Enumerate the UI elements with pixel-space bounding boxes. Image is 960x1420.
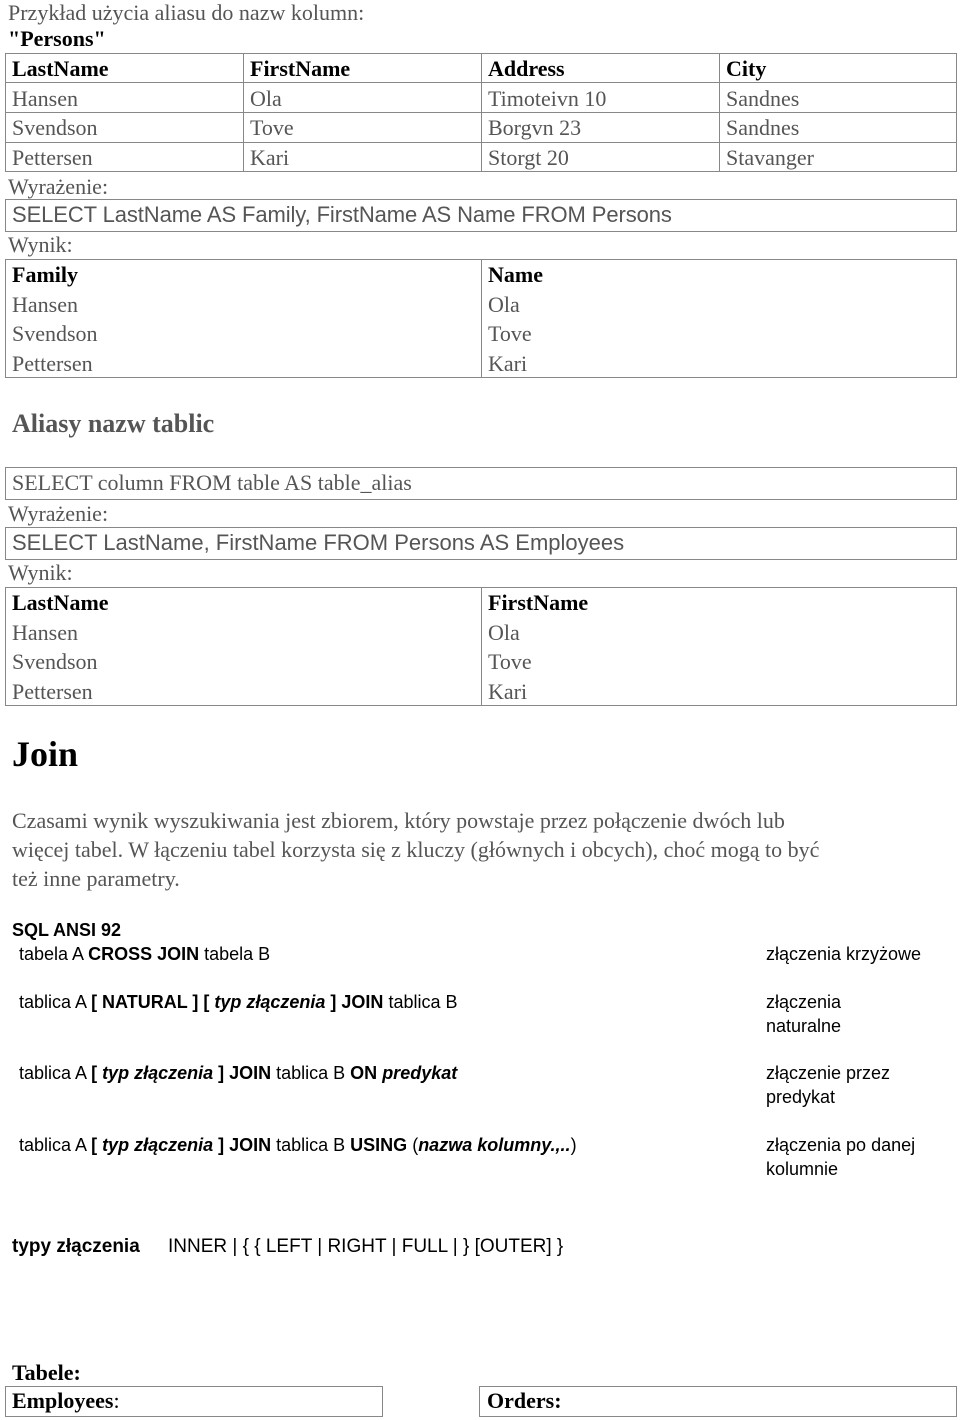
- result1-cell: Pettersen: [12, 351, 93, 376]
- syntax-part: tablica B: [271, 1135, 351, 1155]
- syntax-row-3: [19, 1063, 457, 1084]
- join-types-value: INNER | { { LEFT | RIGHT | FULL | } [OUTER] }: [168, 1236, 564, 1257]
- persons-cell: Svendson: [12, 115, 98, 140]
- result1-header-family: Family: [12, 262, 78, 287]
- result1-header-name: Name: [488, 262, 543, 287]
- persons-cell: Pettersen: [12, 145, 93, 170]
- syntax-part: USING: [350, 1135, 408, 1155]
- employees-colon: :: [113, 1388, 120, 1413]
- result2-cell: Kari: [488, 679, 528, 704]
- syntax-part: typ złączenia: [214, 992, 326, 1012]
- result2-cell: Svendson: [12, 649, 98, 674]
- result1-cell: Kari: [488, 351, 528, 376]
- join-types-label: typy złączenia: [12, 1236, 140, 1257]
- result1-label: Wynik:: [8, 232, 73, 257]
- persons-label: "Persons": [8, 26, 106, 51]
- result1-cell: Svendson: [12, 321, 98, 346]
- syntax-part: typ złączenia: [102, 1063, 214, 1083]
- alias-syntax: SELECT column FROM table AS table_alias: [12, 470, 412, 495]
- syntax-part: tabela A: [19, 944, 89, 964]
- result1-cell: Tove: [488, 321, 532, 346]
- persons-cell: Sandnes: [726, 86, 800, 111]
- syntax-part: tablica B: [271, 1063, 351, 1083]
- persons-cell: Sandnes: [726, 115, 800, 140]
- syntax-part: CROSS JOIN: [88, 944, 200, 964]
- expr1-sql: SELECT LastName AS Family, FirstName AS Name FROM Persons: [12, 202, 672, 227]
- expr2-sql: SELECT LastName, FirstName FROM Persons AS Employees: [12, 530, 625, 555]
- persons-header-lastname: LastName: [12, 56, 109, 81]
- result2-label: Wynik:: [8, 560, 73, 585]
- syntax-desc: kolumnie: [766, 1159, 839, 1179]
- result1-cell: Hansen: [12, 292, 78, 317]
- syntax-desc: złączenia krzyżowe: [766, 944, 922, 964]
- tables-heading: Tabele:: [12, 1360, 81, 1385]
- syntax-part: predykat: [382, 1063, 458, 1083]
- join-paragraph-line: też inne parametry.: [12, 866, 180, 891]
- syntax-part: ON: [350, 1063, 383, 1083]
- syntax-row-2: [19, 992, 457, 1013]
- result2-cell: Pettersen: [12, 679, 93, 704]
- employees-label-wrap: [12, 1388, 120, 1414]
- persons-cell: Tove: [250, 115, 294, 140]
- expr1-label: Wyrażenie:: [8, 174, 109, 199]
- syntax-part: (: [407, 1135, 419, 1155]
- syntax-part: ] JOIN: [213, 1063, 272, 1083]
- result2-cell: Hansen: [12, 620, 78, 645]
- result2-header-firstname: FirstName: [488, 590, 589, 615]
- syntax-part: typ złączenia: [102, 1135, 214, 1155]
- aliases-heading: Aliasy nazw tablic: [12, 409, 215, 438]
- syntax-desc: naturalne: [766, 1016, 842, 1036]
- syntax-part: nazwa kolumny.,..: [418, 1135, 571, 1155]
- join-paragraph-line: Czasami wynik wyszukiwania jest zbiorem, który powstaje przez połączenie dwóch lub: [12, 808, 785, 833]
- persons-header-firstname: FirstName: [250, 56, 351, 81]
- join-paragraph-line: więcej tabel. W łączeniu tabel korzysta się z kluczy (głównych i obcych), choć mogą to być: [12, 837, 820, 862]
- persons-cell: Kari: [250, 145, 290, 170]
- syntax-part: tabela B: [199, 944, 271, 964]
- join-heading: Join: [12, 734, 79, 774]
- orders-label: Orders:: [487, 1388, 562, 1413]
- syntax-part: tablica A: [19, 1063, 92, 1083]
- syntax-row-4: [19, 1135, 577, 1156]
- persons-header-address: Address: [488, 56, 565, 81]
- result2-header-lastname: LastName: [12, 590, 109, 615]
- syntax-desc: złączenia po danej: [766, 1135, 916, 1155]
- persons-cell: Timoteivn 10: [488, 86, 607, 111]
- syntax-desc: złączenia: [766, 992, 842, 1012]
- syntax-part: tablica B: [383, 992, 458, 1012]
- syntax-part: [: [91, 1063, 103, 1083]
- persons-cell: Storgt 20: [488, 145, 569, 170]
- syntax-part: [: [91, 1135, 103, 1155]
- syntax-part: [ NATURAL ] [: [91, 992, 215, 1012]
- expr2-label: Wyrażenie:: [8, 501, 109, 526]
- sql-ansi-label: SQL ANSI 92: [12, 920, 122, 940]
- syntax-part: ): [570, 1135, 577, 1155]
- result2-cell: Tove: [488, 649, 532, 674]
- intro-text: Przykład użycia aliasu do nazw kolumn:: [8, 0, 365, 25]
- syntax-row-1: [19, 944, 270, 965]
- persons-cell: Stavanger: [726, 145, 814, 170]
- syntax-part: ] JOIN: [325, 992, 384, 1012]
- persons-header-city: City: [726, 56, 767, 81]
- persons-cell: Ola: [250, 86, 282, 111]
- syntax-desc: złączenie przez: [766, 1063, 891, 1083]
- syntax-part: tablica A: [19, 1135, 92, 1155]
- persons-cell: Borgvn 23: [488, 115, 582, 140]
- syntax-part: ] JOIN: [213, 1135, 272, 1155]
- employees-label: Employees: [12, 1388, 114, 1413]
- result1-cell: Ola: [488, 292, 520, 317]
- result2-cell: Ola: [488, 620, 520, 645]
- syntax-desc: predykat: [766, 1087, 836, 1107]
- persons-cell: Hansen: [12, 86, 78, 111]
- syntax-part: tablica A: [19, 992, 92, 1012]
